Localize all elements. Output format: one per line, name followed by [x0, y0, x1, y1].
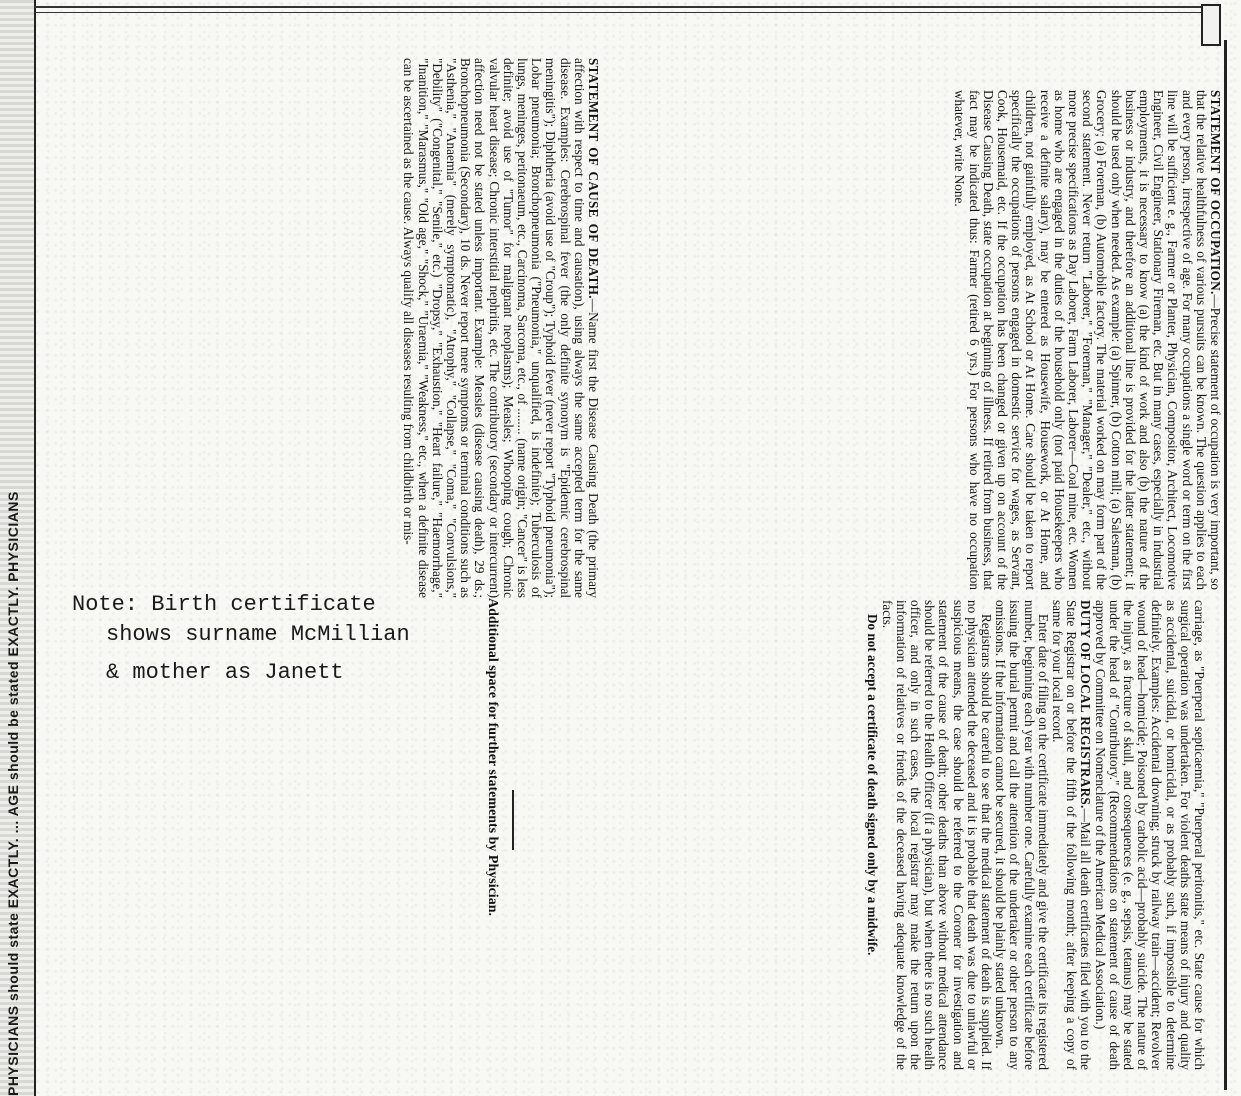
- note-line-1: Note: Birth certificate: [72, 592, 376, 617]
- right-page-edge: [1224, 40, 1227, 1090]
- top-rule-secondary: [34, 12, 1204, 13]
- cause-paragraph: [401, 58, 600, 598]
- duty-paragraph: [1050, 600, 1093, 1070]
- cause-continuation: carriage, as "Puerperal septicaemia," "Puerperal peritonitis," etc. State cause for which surgical operation was undertaken. For violent deaths state means of injury and quality as accidental, suicidal, or homicidal, or as probably such, if impossible to determine definitely. Examples: Accidental drowning; struck by railway train—accident; Revolver wound of head—homicide; Poisoned by carbolic acid—probably suicide. The nature of the injury, as fracture of skull, and consequences (e. g., sepsis, tetanus) may be stated under the head of "Contributory." (Recommendations on statement of cause of death approved by Committee on Nomenclature of the American Medical Association.): [1092, 600, 1207, 1070]
- enter-date-paragraph: Enter date of filing on the certificate immediately and give the certificate its registered number, beginning each year with number one. Carefully examine each certificate before issuing the burial permit and call the attention of the undertaker or other person to any omissions. If the information cannot be secured, it should be plainly stated unknown.: [993, 600, 1051, 1070]
- typed-note: [72, 590, 410, 688]
- cause-heading: STATEMENT OF CAUSE OF DEATH.: [586, 58, 601, 299]
- duty-body: —Mail all death certificates filed with you to the State Registrar on or before the fifth of the following month; after keeping a copy of same for your local record.: [1049, 600, 1094, 1070]
- duty-heading: DUTY OF LOCAL REGISTRARS.: [1078, 600, 1094, 809]
- occupation-paragraph: [952, 90, 1222, 590]
- binding-strip: [0, 0, 36, 1096]
- top-rule: [34, 6, 1204, 8]
- note-line-3: & mother as Janett: [106, 660, 344, 685]
- registrars-paragraph: Registrars should be careful to see that the medical statement of death is supplied. If no physician attended the deceased and it is probable that death was due to unlawful or suspicious means, the case should be referred to the Coroner for investigation and statement of the cause of death; other deaths than above without medical attendance should be referred to the Health Officer (if a physician), but when there is no such health officer, and only in such cases, the local registrar may make the return upon the information of relatives or friends of the deceased having adequate knowledge of the facts.: [879, 600, 994, 1070]
- registrar-section: [486, 600, 1206, 1070]
- cause-body: —Name first the Disease Causing Death (the primary affection with respect to time and causation), using always the same accepted term for the same disease. Examples: Cerebrospinal fever (the only definite synonym is "Epidemic cerebrospinal meningitis"); Diphtheria (avoid use of "Croup"); Typhoid fever (never report "Typhoid pneumonia"); Lobar pneumonia; Bronchopneumonia ("Pneumonia," unqualified, is indefinite); Tuberculosis of lungs, meninges, peritonaeum, etc., Carcinoma, Sarcoma, etc., of ........ (name origin; "Cancer" is less definite; avoid use of "Tumor" for malignant neoplasms); Measles; Whooping cough; Chronic valvular heart disease; Chronic interstitial nephritis, etc. The contributory (secondary or intercurrent) affection need not be stated unless important. Example: Measles (disease causing death), 29 ds.; Bronchopneumonia (Secondary), 10 ds. Never report mere symptoms or terminal conditions such as "Asthenia," "Anaemia" (merely symptomatic), "Atrophy," "Collapse," "Coma," "Convulsions," "Debility" ("Congenital," "Senile," etc.) "Dropsy," "Exhaustion," "Heart failure," "Haemorrhage," "Inanition," "Marasmus," "Old age," "Shock," "Uraemia," "Weakness," etc., when a definite disease can be ascertained as the cause. Always qualify all diseases resulting from childbirth or mis-: [401, 58, 601, 598]
- midwife-paragraph: Do not accept a certificate of death signed only by a midwife.: [865, 614, 881, 956]
- occupation-heading: STATEMENT OF OCCUPATION.: [1208, 90, 1223, 295]
- additional-space-label: Additional space for further statements by Physician.: [485, 598, 500, 916]
- occupation-body: —Precise statement of occupation is very important, so that the relative healthfulness of various pursuits can be known. The question applies to each and every person, irrespective of age. For many occupations a single word or term on the first line will be sufficient e. g., Farmer or Planter, Physician, Compositor, Architect, Locomotive Engineer, Civil Engineer, Stationary Fireman, etc. But in many cases, especially in industrial employments, it is necessary to know (a) the kind of work and also (b) the nature of the business or industry, and therefore an additional line is provided for the latter statement; it should be used only when needed. As example: (a) Spinner, (b) Cotton mill; (a) Salesman, (b) Grocery; (a) Foreman, (b) Automobile factory. The material worked on may form part of the second statement. Never return "Laborer," "Foreman," "Manager," "Dealer," etc., without more precise specifications as Day Laborer, Farm Laborer, Laborer—Coal mine, etc. Women as home who are engaged in the duties of the household only (not paid Housekeepers who receive a definite salary), may be entered as Housewife, Housework, or At Home, and children, not gainfully employed, as At School or At Home. Care should be taken to report specifically the occupations of persons engaged in domestic service for wages, as Servant, Cook, Housemaid, etc. If the occupation has been changed or given up on account of the Disease Causing Death, state occupation at beginning of illness. If retired from business, that fact may be indicated thus: Farmer (retired 6 yrs.) For persons who have no occupation whatever, write None.: [952, 90, 1223, 591]
- cause-of-death-section: [120, 58, 600, 598]
- occupation-section: [632, 90, 1222, 590]
- note-line-2: shows surname McMillian: [106, 622, 410, 647]
- section-divider: [512, 790, 514, 850]
- binding-strip-text: PHYSICIANS should state EXACTLY. ... AGE should be stated EXACTLY. PHYSICIANS: [5, 491, 21, 1096]
- form-corner-tab: [1201, 4, 1221, 46]
